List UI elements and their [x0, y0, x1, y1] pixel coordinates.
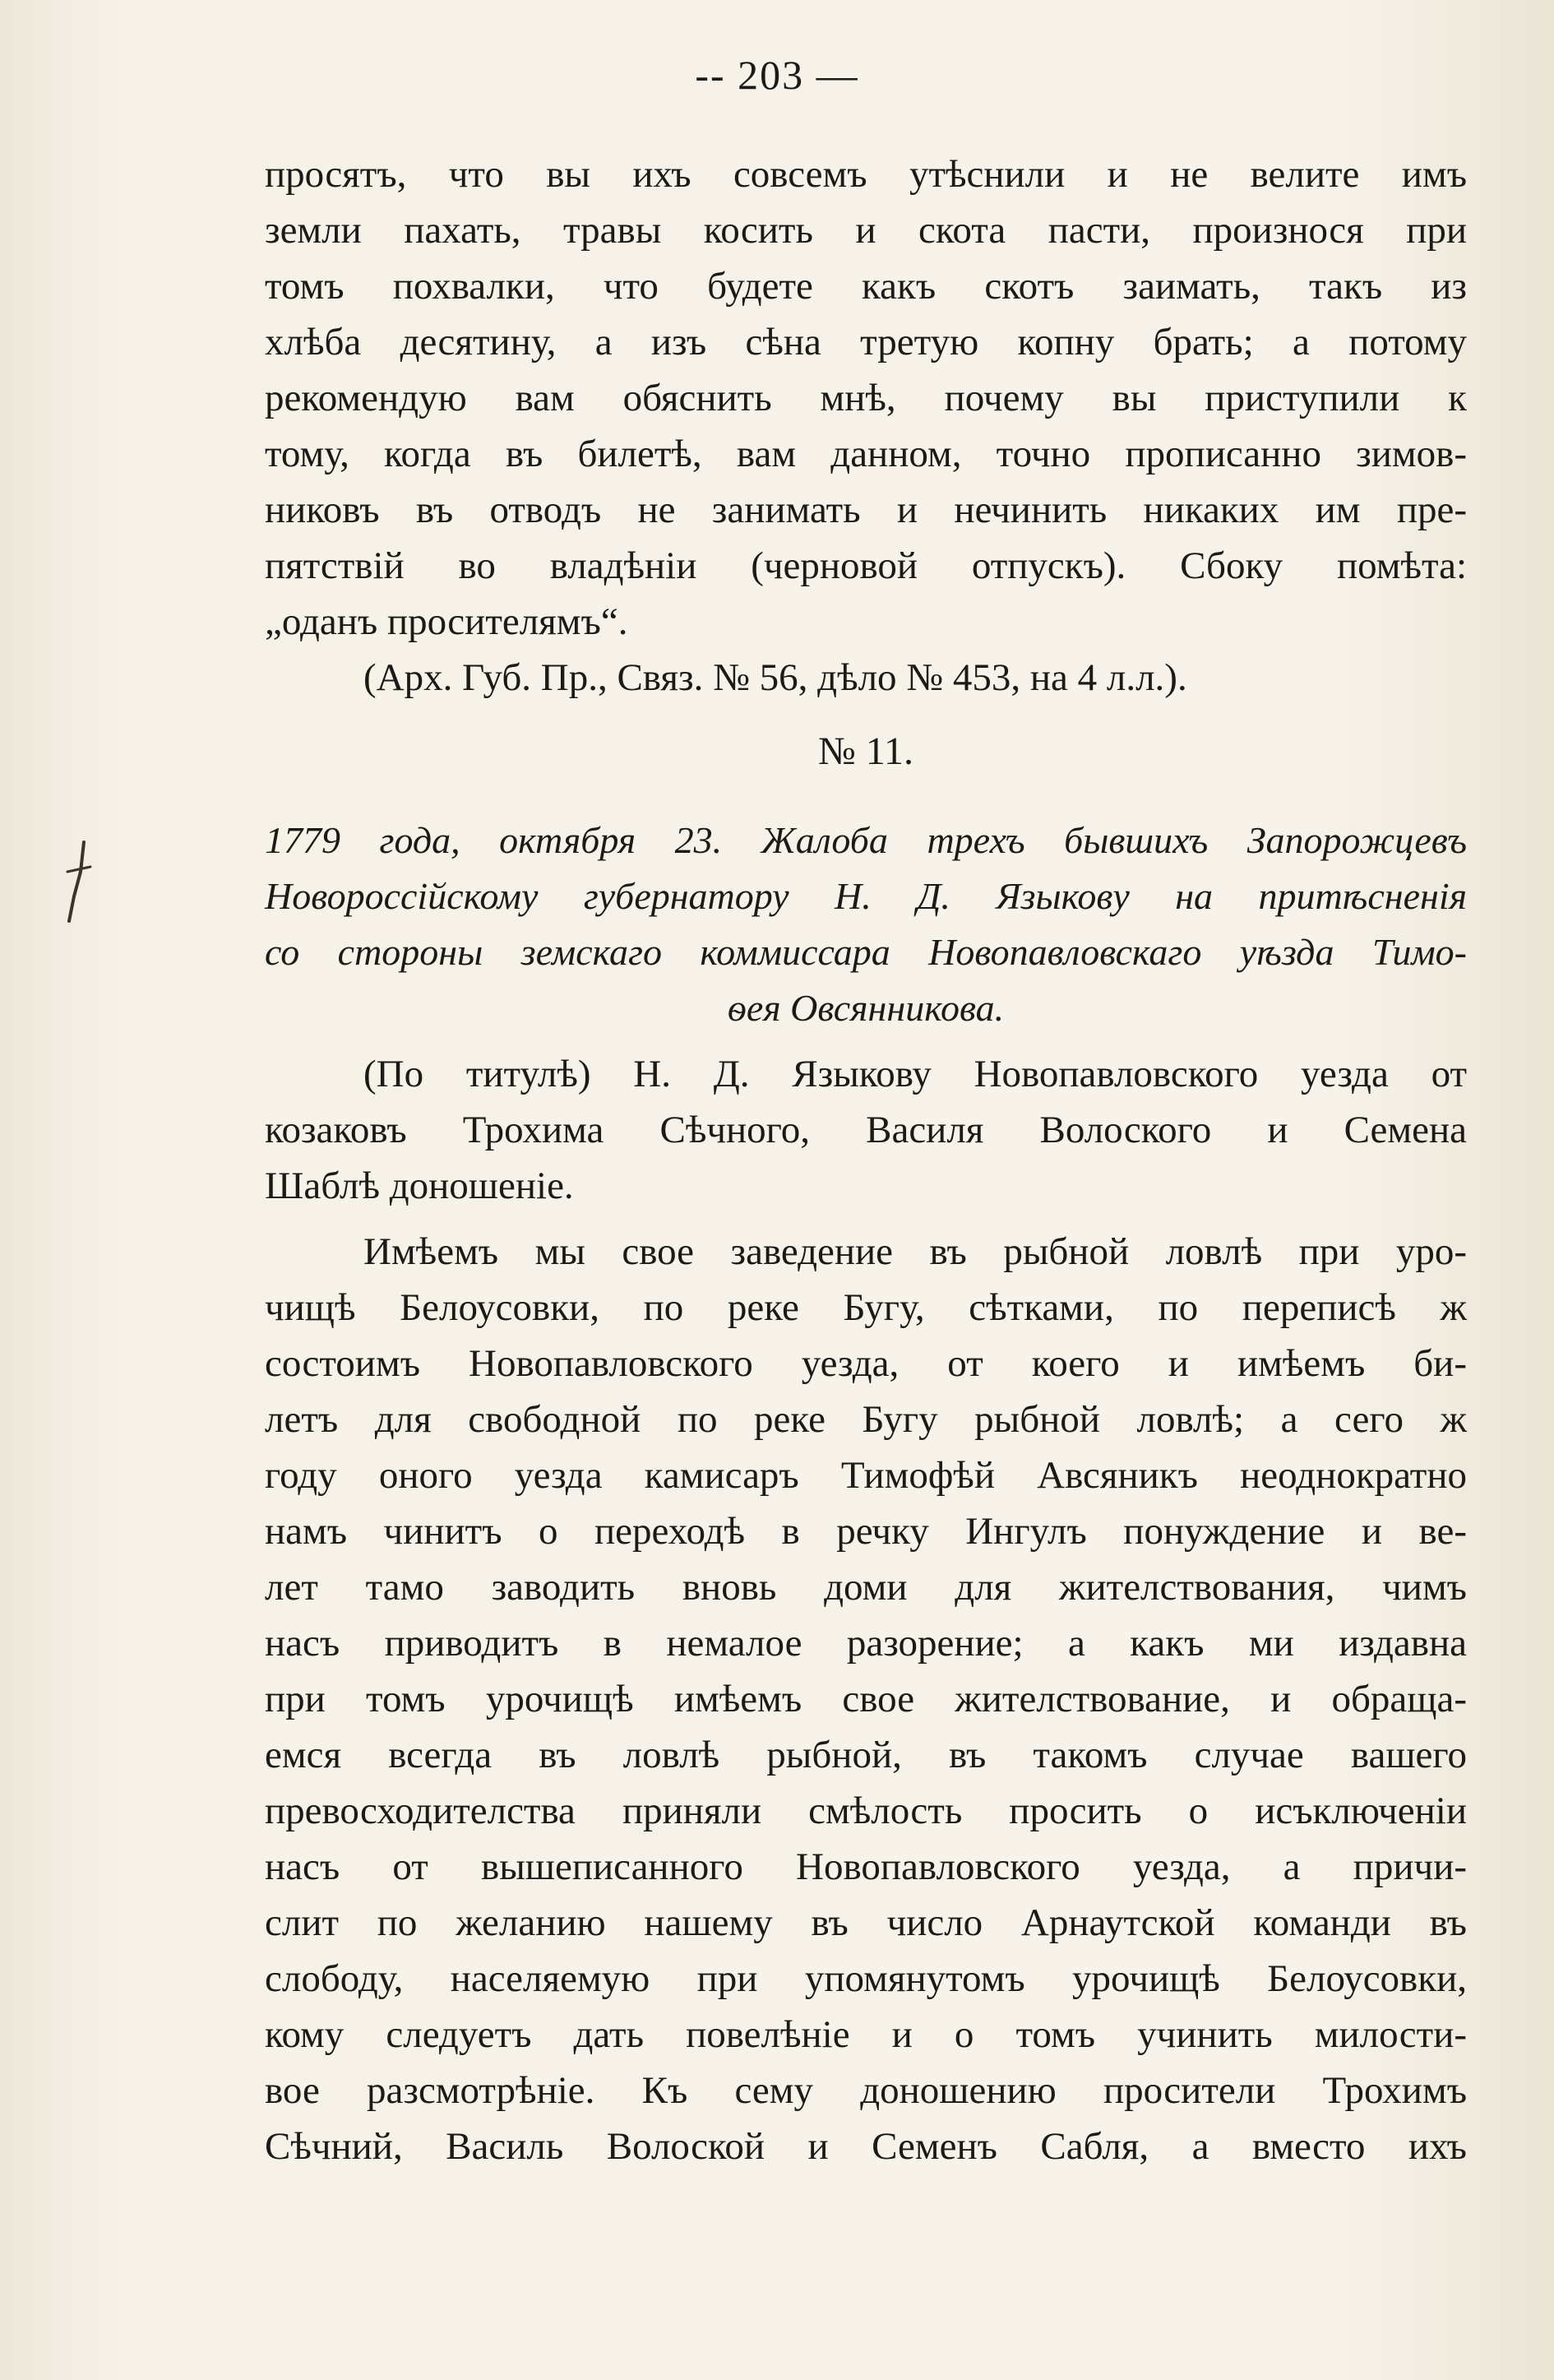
text-line: емся всегда въ ловлѣ рыбной, въ такомъ случае вашего [265, 1734, 1467, 1776]
text-line: слит по желанию нашему въ число Арнаутской команди въ [265, 1901, 1467, 1944]
heading-line: Новороссійскому губернатору Н. Д. Языкову на притѣсненія [265, 875, 1467, 917]
page-number: -- 203 — [695, 52, 859, 98]
page-text [265, 146, 1467, 2174]
document-number: № 11. [817, 729, 913, 773]
text-line: Сѣчний, Василь Волоской и Семенъ Сабля, а вместо ихъ [265, 2125, 1467, 2168]
text-line: козаковъ Трохима Сѣчного, Василя Волоского и Семена [265, 1109, 1467, 1151]
text-line: превосходителства приняли смѣлость просить о исъключеніи [265, 1790, 1467, 1832]
text-line: летъ для свободной по реке Бугу рыбной ловлѣ; а сего ж [265, 1398, 1467, 1441]
text-line: просятъ, что вы ихъ совсемъ утѣснили и не велите имъ [265, 153, 1467, 196]
text-line: насъ от вышеписанного Новопавловского уезда, а причи- [265, 1845, 1467, 1888]
text-line: пятствій во владѣніи (черновой отпускъ). Сбоку помѣта: [265, 544, 1467, 587]
text-line: лет тамо заводить вновь доми для жителствования, чимъ [265, 1566, 1467, 1609]
archive-citation: (Арх. Губ. Пр., Связ. № 56, дѣло № 453, на 4 л.л.). [363, 656, 1187, 699]
text-line: томъ похвалки, что будете какъ скотъ заимать, такъ из [265, 265, 1467, 308]
paragraph-1 [265, 146, 1467, 650]
text-line: „оданъ просителямъ“. [265, 600, 628, 643]
text-line: насъ приводитъ в немалое разорение; а какъ ми издавна [265, 1622, 1467, 1665]
text-line: вое разсмотрѣніе. Къ сему доношению просители Трохимъ [265, 2069, 1467, 2112]
heading-line: 1779 года, октября 23. Жалоба трехъ бывшихъ Запорожцевъ [265, 819, 1467, 861]
document-heading [265, 813, 1467, 1036]
body-paragraph [265, 1224, 1467, 2174]
text-line: году оного уезда камисаръ Тимофѣй Авсяникъ неоднократно [265, 1454, 1467, 1497]
text-line: состоимъ Новопавловского уезда, от коего и имѣемъ би- [265, 1342, 1467, 1385]
text-line: земли пахать, травы косить и скота пасти, произнося при [265, 209, 1467, 252]
text-line: чищѣ Белоусовки, по реке Бугу, сѣтками, по переписѣ ж [265, 1286, 1467, 1329]
text-line: при томъ урочищѣ имѣемъ свое жителствование, и обраща- [265, 1678, 1467, 1720]
text-line: рекомендую вам обяснить мнѣ, почему вы приступили к [265, 377, 1467, 419]
text-line: тому, когда въ билетѣ, вам данном, точно прописанно зимов- [265, 433, 1467, 475]
text-line: намъ чинитъ о переходѣ в речку Ингулъ понуждение и ве- [265, 1510, 1467, 1553]
text-line: хлѣба десятину, а изъ сѣна третую копну брать; а потому [265, 321, 1467, 363]
text-line: Имѣемъ мы свое заведение въ рыбной ловлѣ при уро- [363, 1230, 1467, 1273]
text-line: кому следуетъ дать повелѣніе и о томъ учинить милости- [265, 2013, 1467, 2056]
margin-pencil-mark [51, 839, 100, 929]
heading-line: со стороны земскаго коммиссара Новопавловскаго уѣзда Тимо- [265, 931, 1467, 973]
text-line: слободу, населяемую при упомянутомъ урочищѣ Белоусовки, [265, 1957, 1467, 2000]
text-line: Шаблѣ доношеніе. [265, 1165, 574, 1207]
text-line: никовъ въ отводъ не занимать и нечинить никаких им пре- [265, 489, 1467, 531]
text-line: (По титулѣ) Н. Д. Языкову Новопавловского уезда от [363, 1053, 1467, 1095]
heading-line: ѳея Овсянникова. [727, 987, 1005, 1029]
address-paragraph [265, 1046, 1467, 1214]
